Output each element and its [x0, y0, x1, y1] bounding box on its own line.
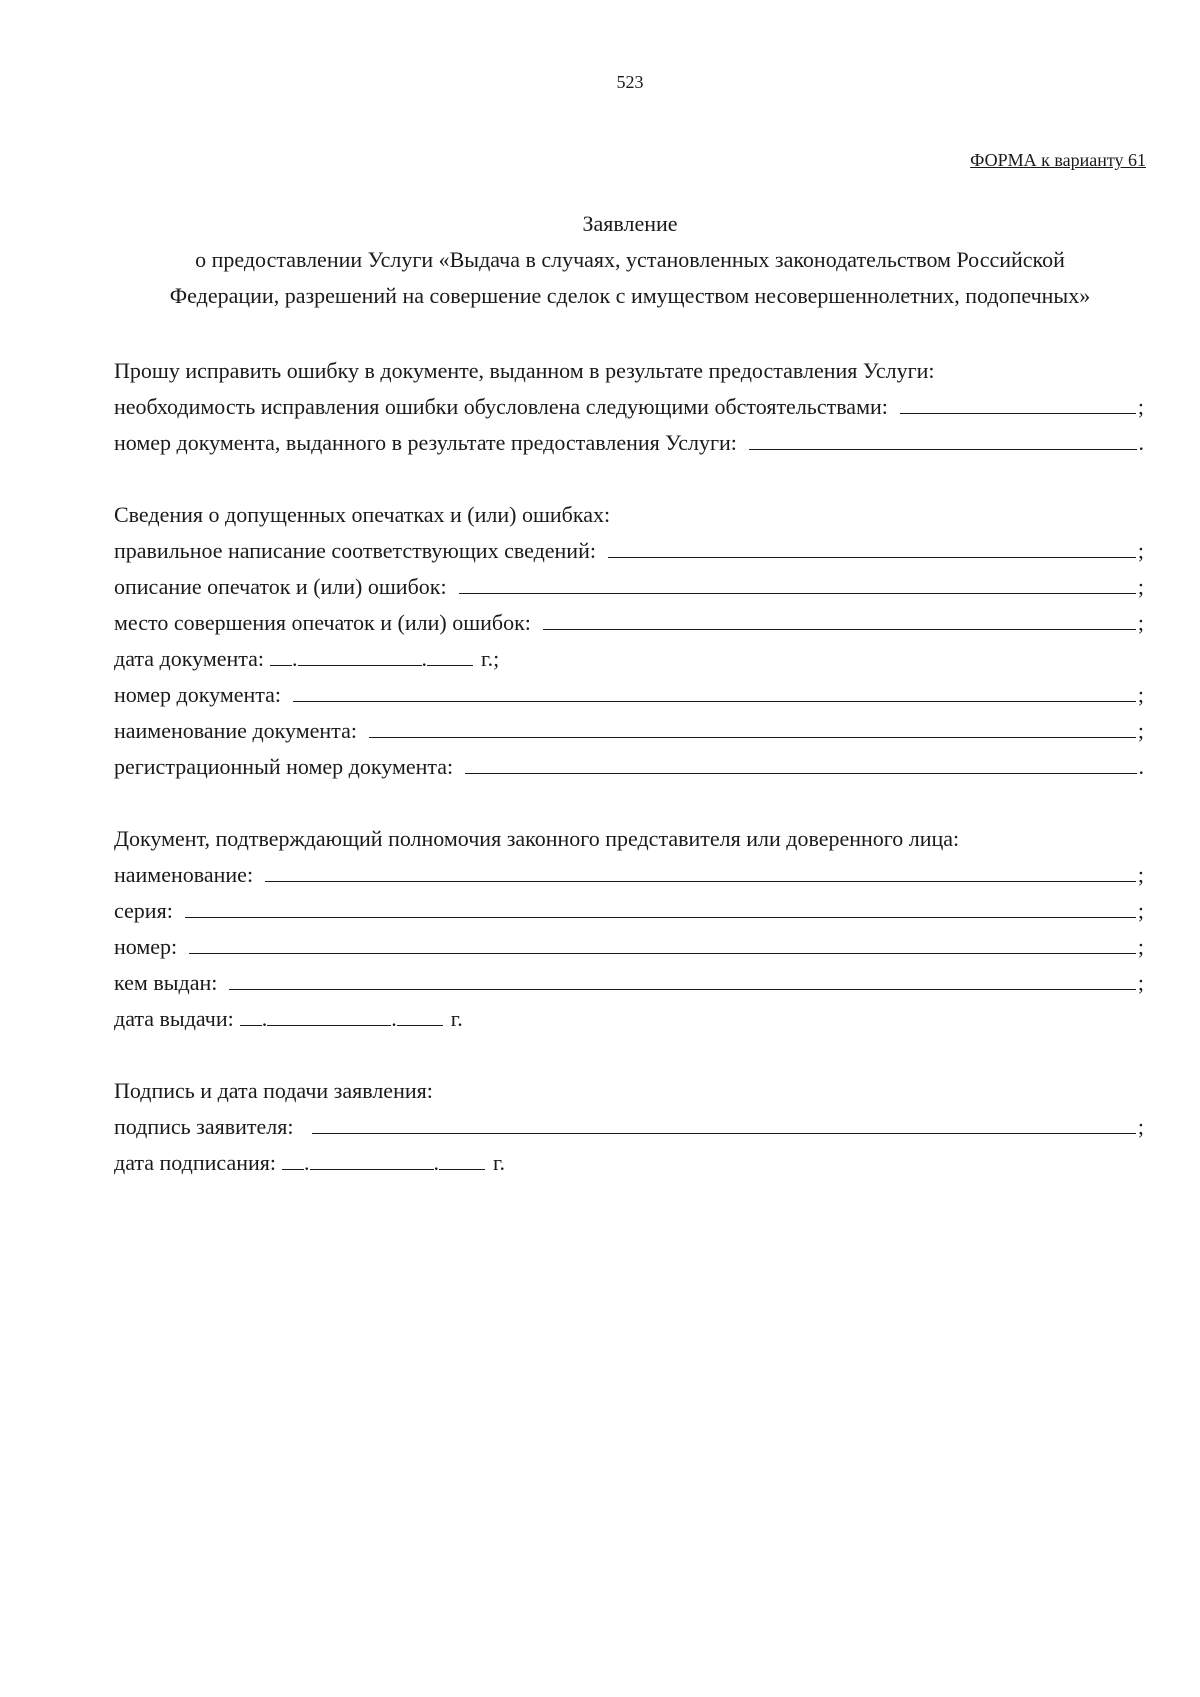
- error-description-field[interactable]: [459, 593, 1136, 594]
- document-date-month[interactable]: [298, 665, 422, 666]
- authority-name-label: наименование:: [114, 862, 254, 887]
- document-title: [110, 206, 1150, 314]
- authority-number-punct: ;: [1137, 934, 1144, 959]
- section2-heading-text: Сведения о допущенных опечатках и (или) ошибках:: [114, 502, 611, 527]
- section4-heading-text: Подпись и дата подачи заявления:: [114, 1078, 433, 1103]
- error-place-field[interactable]: [543, 629, 1136, 630]
- sign-date-row: [114, 1140, 1144, 1176]
- document-name-punct: ;: [1137, 718, 1144, 743]
- page-number: 523: [616, 72, 644, 92]
- authority-issue-date-row: [114, 996, 1144, 1032]
- authority-issuer-row: [114, 960, 1144, 996]
- document-date-day[interactable]: [270, 665, 292, 666]
- section2-heading: [114, 492, 1144, 528]
- section3-heading: [114, 816, 1144, 852]
- issued-doc-number-row: [114, 420, 1144, 456]
- authority-number-row: [114, 924, 1144, 960]
- sign-date-day[interactable]: [282, 1169, 304, 1170]
- document-date-suffix: г.;: [481, 646, 500, 671]
- authority-issue-date-suffix: г.: [450, 1006, 463, 1031]
- reason-label: необходимость исправления ошибки обусловлена следующими обстоятельствами:: [114, 394, 888, 419]
- date-dot: .: [292, 646, 298, 671]
- reason-row: [114, 384, 1144, 420]
- issue-date-year[interactable]: [397, 1025, 443, 1026]
- section1-intro-text: Прошу исправить ошибку в документе, выданном в результате предоставления Услуги:: [114, 358, 935, 383]
- registration-number-label: регистрационный номер документа:: [114, 754, 454, 779]
- signature-field[interactable]: [312, 1133, 1136, 1134]
- form-body: [114, 348, 1144, 1176]
- authority-number-field[interactable]: [189, 953, 1136, 954]
- sign-date-label: дата подписания:: [114, 1150, 276, 1175]
- error-description-row: [114, 564, 1144, 600]
- reason-field[interactable]: [900, 413, 1136, 414]
- registration-number-punct: .: [1138, 754, 1144, 779]
- document-name-field[interactable]: [369, 737, 1136, 738]
- error-description-punct: ;: [1137, 574, 1144, 599]
- authority-number-label: номер:: [114, 934, 178, 959]
- authority-series-punct: ;: [1137, 898, 1144, 923]
- authority-name-field[interactable]: [265, 881, 1136, 882]
- title-line-2: о предоставлении Услуги «Выдача в случаях, установленных законодательством Российской: [195, 247, 1065, 272]
- authority-issuer-label: кем выдан:: [114, 970, 218, 995]
- document-date-row: [114, 636, 1144, 672]
- document-number-label: номер документа:: [114, 682, 282, 707]
- issued-doc-number-punct: .: [1138, 430, 1144, 455]
- date-dot: .: [304, 1150, 310, 1175]
- authority-name-punct: ;: [1137, 862, 1144, 887]
- section4-heading: [114, 1068, 1144, 1104]
- date-dot: .: [261, 1006, 268, 1031]
- title-line-1: Заявление: [582, 211, 678, 236]
- correct-spelling-row: [114, 528, 1144, 564]
- registration-number-field[interactable]: [465, 773, 1136, 774]
- document-name-label: наименование документа:: [114, 718, 357, 743]
- title-line-3: Федерации, разрешений на совершение сделок с имуществом несовершеннолетних, подопечных»: [169, 283, 1091, 308]
- date-dot: .: [421, 646, 428, 671]
- authority-series-row: [114, 888, 1144, 924]
- issued-doc-number-field[interactable]: [749, 449, 1137, 450]
- issue-date-month[interactable]: [267, 1025, 391, 1026]
- section1-intro: [114, 348, 1144, 384]
- authority-issuer-field[interactable]: [229, 989, 1136, 990]
- document-name-row: [114, 708, 1144, 744]
- registration-number-row: [114, 744, 1144, 780]
- authority-issuer-punct: ;: [1137, 970, 1144, 995]
- authority-issue-date-field[interactable]: [240, 1006, 443, 1032]
- authority-series-label: серия:: [114, 898, 173, 923]
- document-number-punct: ;: [1137, 682, 1144, 707]
- error-description-label: описание опечаток и (или) ошибок:: [114, 574, 447, 599]
- correct-spelling-punct: ;: [1137, 538, 1144, 563]
- section3-heading-text: Документ, подтверждающий полномочия законного представителя или доверенного лица:: [114, 826, 960, 851]
- document-date-year[interactable]: [427, 665, 473, 666]
- reason-punct: ;: [1137, 394, 1144, 419]
- authority-issue-date-label: дата выдачи:: [114, 1006, 234, 1031]
- issue-date-day[interactable]: [240, 1025, 262, 1026]
- error-place-punct: ;: [1137, 610, 1144, 635]
- signature-punct: ;: [1137, 1114, 1144, 1139]
- document-number-field[interactable]: [293, 701, 1136, 702]
- sign-date-field[interactable]: [282, 1150, 485, 1176]
- signature-label: подпись заявителя:: [114, 1114, 294, 1139]
- correct-spelling-label: правильное написание соответствующих сведений:: [114, 538, 596, 563]
- sign-date-year[interactable]: [439, 1169, 485, 1170]
- date-dot: .: [391, 1006, 397, 1031]
- sign-date-suffix: г.: [493, 1150, 506, 1175]
- correct-spelling-field[interactable]: [608, 557, 1136, 558]
- issued-doc-number-label: номер документа, выданного в результате предоставления Услуги:: [114, 430, 737, 455]
- authority-name-row: [114, 852, 1144, 888]
- document-date-field[interactable]: [270, 646, 473, 672]
- document-date-label: дата документа:: [114, 646, 265, 671]
- form-tag: ФОРМА к варианту 61: [970, 150, 1146, 170]
- document-number-row: [114, 672, 1144, 708]
- sign-date-month[interactable]: [310, 1169, 434, 1170]
- date-dot: .: [433, 1150, 439, 1175]
- authority-series-field[interactable]: [185, 917, 1136, 918]
- signature-row: [114, 1104, 1144, 1140]
- error-place-label: место совершения опечаток и (или) ошибок:: [114, 610, 531, 635]
- error-place-row: [114, 600, 1144, 636]
